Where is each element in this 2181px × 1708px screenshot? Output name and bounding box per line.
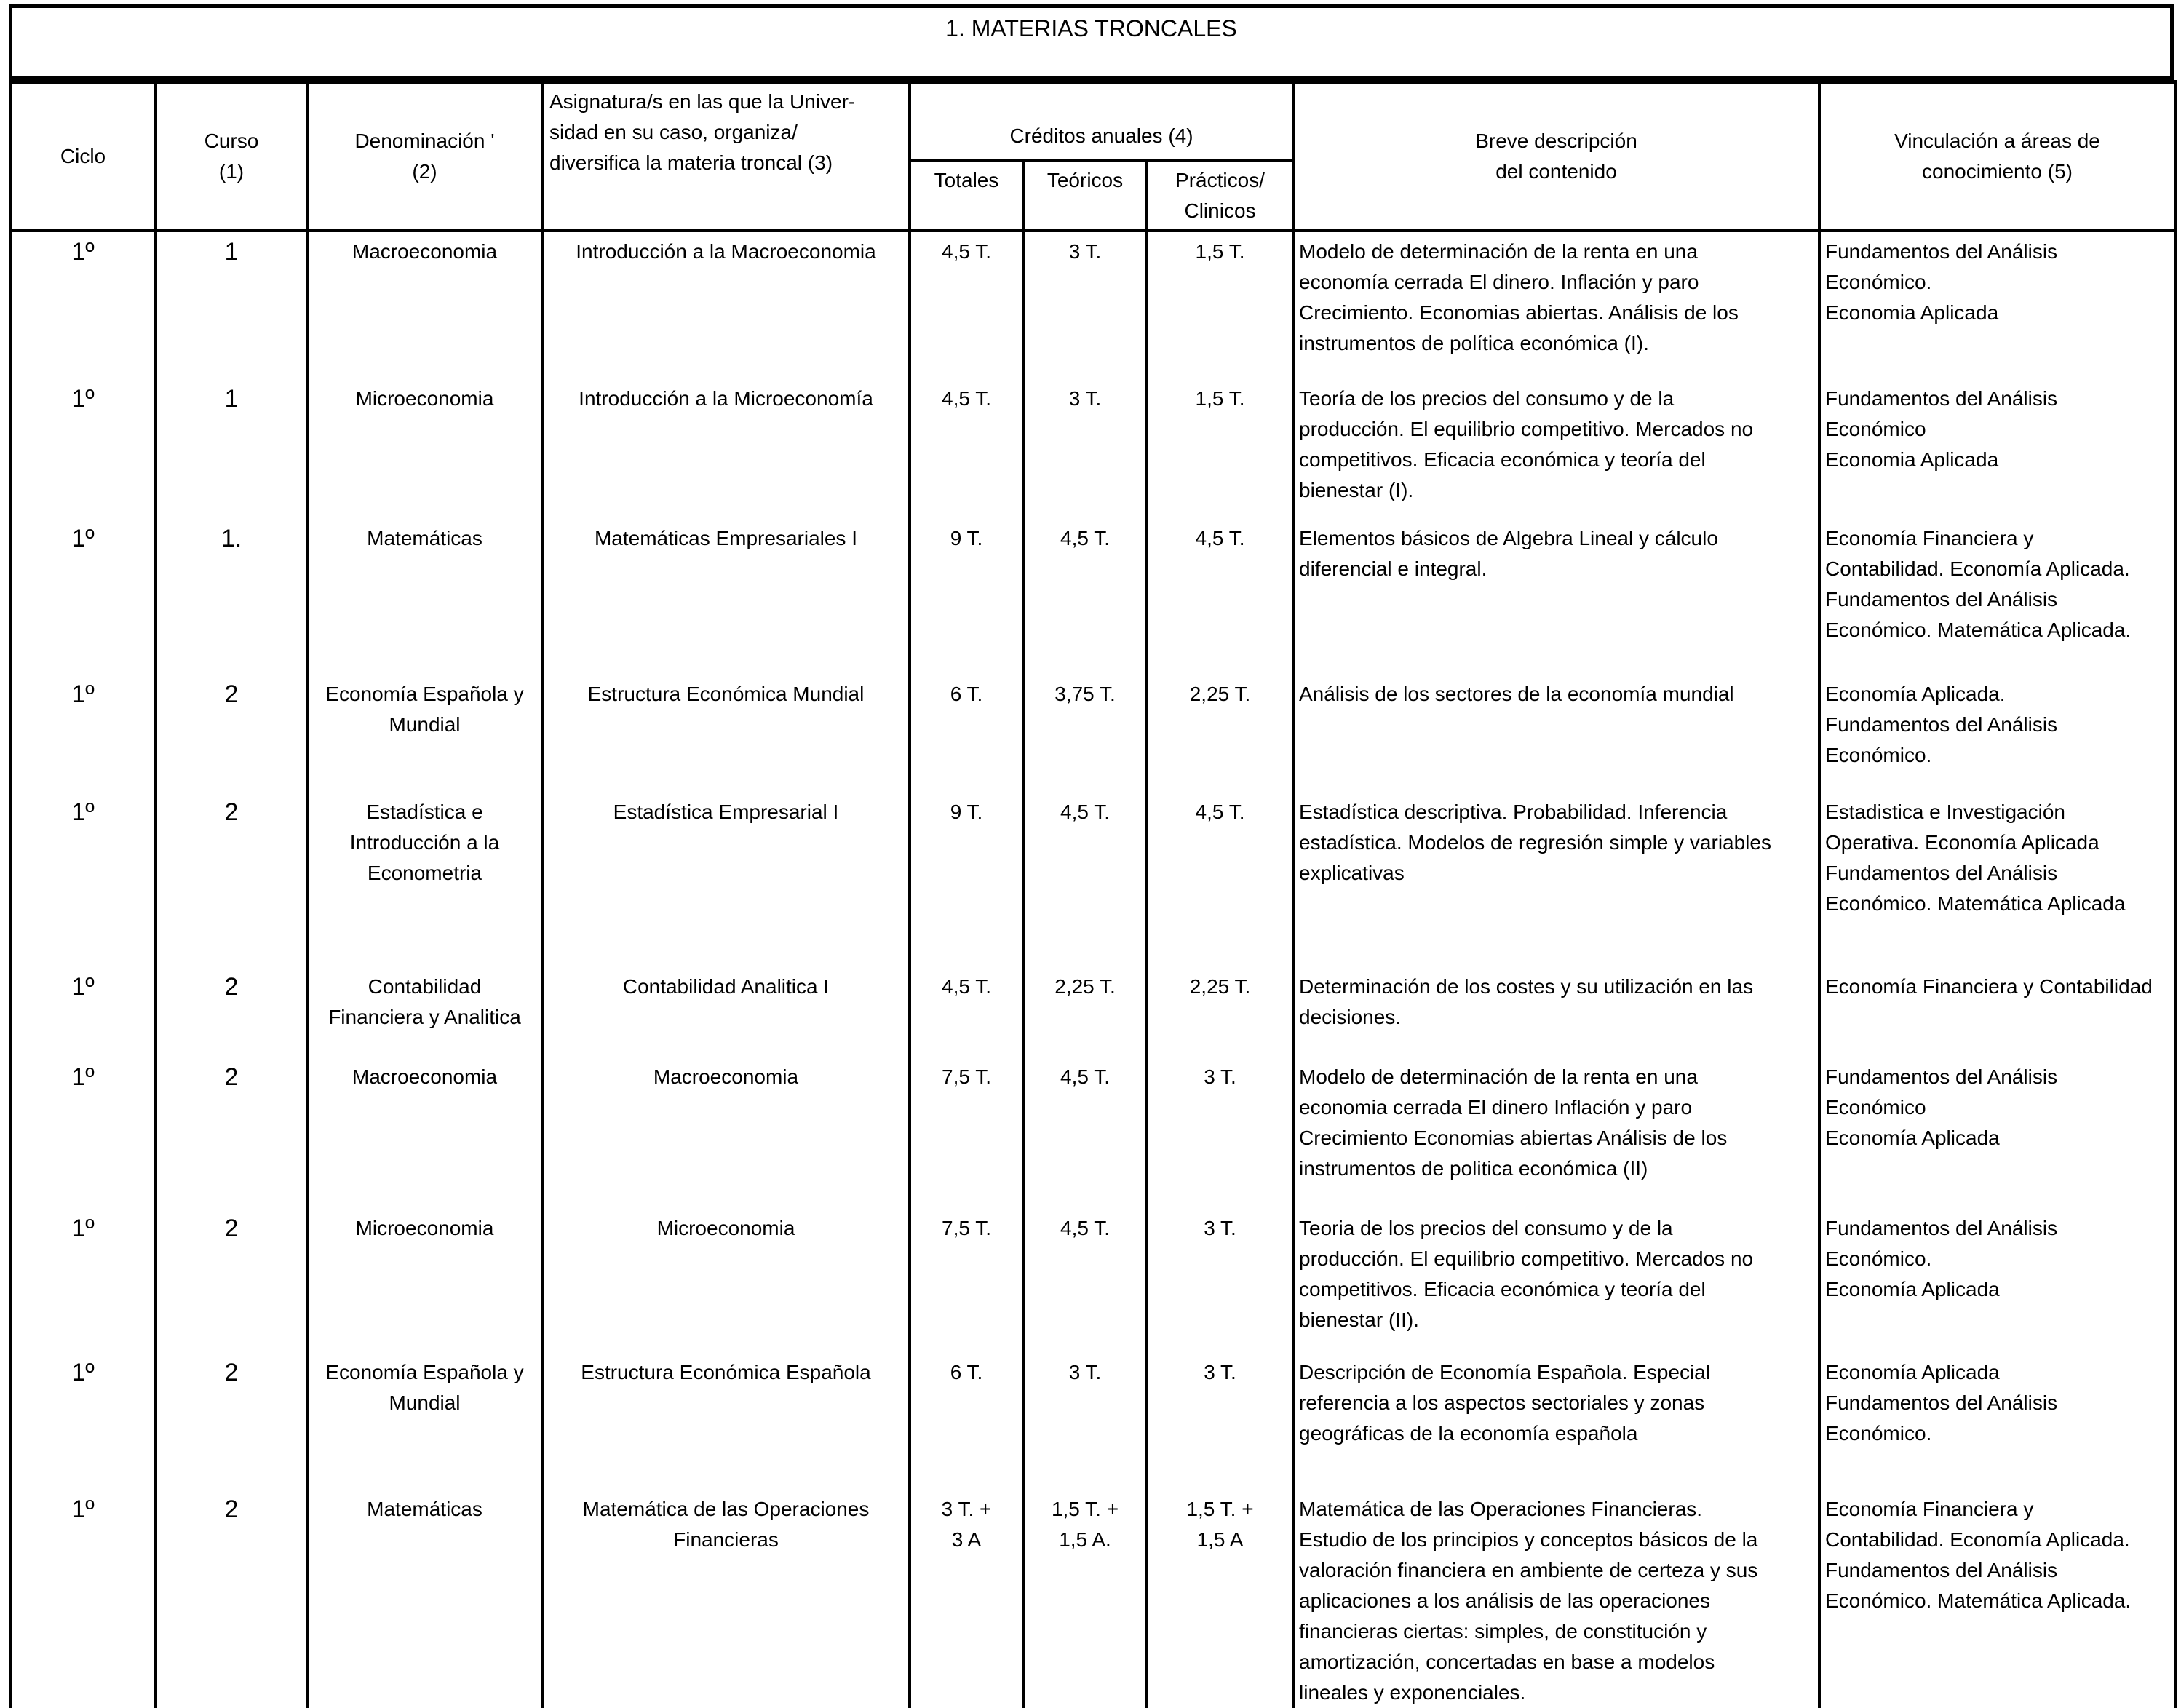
teoricos-line: 4,5 T. <box>1060 526 1110 549</box>
vinculacion-line: Fundamentos del Análisis <box>1825 1065 2058 1088</box>
header-teoricos <box>1023 161 1147 231</box>
header-teoricos-label: Teóricos <box>1046 168 1124 191</box>
totales-line: 9 T. <box>950 526 983 549</box>
vinculacion-line: Fundamentos del Análisis <box>1825 861 2058 884</box>
vinculacion-line: Fundamentos del Análisis <box>1825 1558 2058 1581</box>
header-descripcion-line: Breve descripción <box>1475 129 1637 152</box>
descripcion-line: financieras ciertas: simples, de constitución y <box>1299 1619 1707 1643</box>
descripcion-line: explicativas <box>1299 861 1405 884</box>
descripcion-line: bienestar (II). <box>1299 1308 1419 1331</box>
descripcion-line: competitivos. Eficacia económica y teoría del <box>1299 1277 1706 1300</box>
asignatura-line: Matemática de las Operaciones <box>582 1497 870 1520</box>
cell-asignatura <box>542 1353 910 1490</box>
teoricos-line: 4,5 T. <box>1060 800 1110 823</box>
cell-asignatura <box>542 1209 910 1353</box>
descripcion-line: Análisis de los sectores de la economía mundial <box>1299 682 1734 705</box>
teoricos-line: 3,75 T. <box>1054 682 1116 705</box>
cell-practicos <box>1147 793 1293 967</box>
descripcion-line: bienestar (I). <box>1299 478 1414 501</box>
asignatura-line: Introducción a la Macroeconomia <box>576 240 876 263</box>
cell-descripcion <box>1293 379 1819 519</box>
practicos-line: 2,25 T. <box>1189 682 1251 705</box>
cell-teoricos <box>1023 793 1147 967</box>
cell-vinculacion <box>1819 1490 2175 1708</box>
vinculacion-line: Económico. <box>1825 1247 1932 1270</box>
cell-ciclo <box>10 379 156 519</box>
descripcion-line: economia cerrada El dinero Inflación y paro <box>1299 1095 1693 1119</box>
teoricos-line: 1,5 A. <box>1059 1528 1111 1551</box>
ciclo-value: 1º <box>71 798 95 826</box>
denominacion-line: Financiera y Analitica <box>328 1005 521 1028</box>
vinculacion-line: Contabilidad. Economía Aplicada. <box>1825 557 2130 580</box>
vinculacion-line: Fundamentos del Análisis <box>1825 712 2058 736</box>
materias-table <box>9 80 2177 1708</box>
cell-asignatura <box>542 519 910 675</box>
cell-teoricos <box>1023 1353 1147 1490</box>
asignatura-line: Matemáticas Empresariales I <box>594 526 857 549</box>
totales-line: 3 A <box>951 1528 982 1551</box>
vinculacion-line: Fundamentos del Análisis <box>1825 1216 2058 1239</box>
vinculacion-line: Económico. <box>1825 743 1932 766</box>
header-ciclo <box>10 82 156 231</box>
vinculacion-line: Operativa. Economía Aplicada <box>1825 830 2099 854</box>
cell-vinculacion <box>1819 1353 2175 1490</box>
title-box <box>9 4 2174 80</box>
descripcion-line: instrumentos de politica económica (II) <box>1299 1156 1648 1180</box>
header-descripcion <box>1293 82 1819 231</box>
vinculacion-line: Económico <box>1825 417 1926 440</box>
cell-totales <box>910 1057 1023 1209</box>
cell-asignatura <box>542 675 910 793</box>
cell-denominacion <box>307 793 542 967</box>
document-page <box>9 4 2174 1704</box>
curso-value: 2 <box>224 972 239 1001</box>
cell-vinculacion <box>1819 379 2175 519</box>
vinculacion-line: Económico. Matemática Aplicada <box>1825 891 2126 915</box>
curso-value: 2 <box>224 798 239 826</box>
cell-asignatura <box>542 1057 910 1209</box>
cell-practicos <box>1147 519 1293 675</box>
cell-totales <box>910 1353 1023 1490</box>
practicos-line: 2,25 T. <box>1189 974 1251 998</box>
descripcion-line: Crecimiento Economias abiertas Análisis de los <box>1299 1126 1728 1149</box>
cell-descripcion <box>1293 1353 1819 1490</box>
descripcion-line: Estadística descriptiva. Probabilidad. Inferencia <box>1299 800 1728 823</box>
denominacion-line: Microeconomia <box>355 386 494 410</box>
teoricos-line: 3 T. <box>1068 1360 1102 1383</box>
table-row <box>10 1057 2175 1209</box>
cell-descripcion <box>1293 967 1819 1057</box>
cell-asignatura <box>542 793 910 967</box>
curso-value: 2 <box>224 1495 239 1523</box>
descripcion-line: estadística. Modelos de regresión simple y variables <box>1299 830 1771 854</box>
cell-curso <box>156 1209 307 1353</box>
curso-value: 2 <box>224 1062 239 1091</box>
cell-curso <box>156 675 307 793</box>
curso-value: 1 <box>224 238 239 266</box>
vinculacion-line: Fundamentos del Análisis <box>1825 386 2058 410</box>
practicos-line: 3 T. <box>1204 1065 1236 1088</box>
cell-denominacion <box>307 1057 542 1209</box>
descripcion-line: Determinación de los costes y su utilización en las <box>1299 974 1754 998</box>
cell-ciclo <box>10 675 156 793</box>
cell-teoricos <box>1023 1490 1147 1708</box>
header-vinculacion-line: conocimiento (5) <box>1922 159 2073 183</box>
header-asignatura-line: Asignatura/s en las que la Univer- <box>549 90 856 113</box>
vinculacion-line: Fundamentos del Análisis <box>1825 240 2058 263</box>
asignatura-line: Financieras <box>673 1528 779 1551</box>
table-row <box>10 793 2175 967</box>
cell-descripcion <box>1293 675 1819 793</box>
cell-denominacion <box>307 231 542 379</box>
table-row <box>10 1209 2175 1353</box>
denominacion-line: Matemáticas <box>367 1497 482 1520</box>
cell-vinculacion <box>1819 519 2175 675</box>
cell-practicos <box>1147 967 1293 1057</box>
ciclo-value: 1º <box>71 1062 95 1091</box>
cell-teoricos <box>1023 231 1147 379</box>
header-denominacion-label: Denominación ' <box>354 129 495 152</box>
header-descripcion-line: del contenido <box>1495 159 1617 183</box>
table-header <box>10 82 2175 231</box>
cell-totales <box>910 675 1023 793</box>
practicos-line: 4,5 T. <box>1195 526 1245 549</box>
curso-value: 2 <box>224 680 239 708</box>
table-row <box>10 1490 2175 1708</box>
teoricos-line: 2,25 T. <box>1054 974 1116 998</box>
vinculacion-line: Economia Aplicada <box>1825 448 1999 471</box>
descripcion-line: instrumentos de política económica (I). <box>1299 332 1649 354</box>
header-asignatura-line: sidad en su caso, organiza/ <box>549 121 798 143</box>
cell-curso <box>156 379 307 519</box>
cell-vinculacion <box>1819 793 2175 967</box>
cell-denominacion <box>307 1490 542 1708</box>
ciclo-value: 1º <box>71 1358 95 1386</box>
cell-teoricos <box>1023 379 1147 519</box>
table-row <box>10 379 2175 519</box>
totales-line: 3 T. + <box>941 1497 992 1520</box>
cell-curso <box>156 1057 307 1209</box>
teoricos-line: 4,5 T. <box>1060 1065 1110 1088</box>
cell-ciclo <box>10 1209 156 1353</box>
asignatura-line: Microeconomia <box>656 1216 795 1239</box>
denominacion-line: Economía Española y <box>325 682 524 705</box>
cell-vinculacion <box>1819 1057 2175 1209</box>
practicos-line: 1,5 T. + <box>1186 1497 1254 1520</box>
descripcion-line: Teoria de los precios del consumo y de la <box>1299 1216 1673 1239</box>
cell-denominacion <box>307 1209 542 1353</box>
descripcion-line: aplicaciones a los análisis de las operaciones <box>1299 1589 1711 1612</box>
denominacion-line: Microeconomia <box>355 1216 494 1239</box>
cell-asignatura <box>542 967 910 1057</box>
cell-denominacion <box>307 379 542 519</box>
denominacion-line: Macroeconomia <box>351 240 498 263</box>
cell-curso <box>156 519 307 675</box>
descripcion-line: diferencial e integral. <box>1299 557 1487 580</box>
descripcion-line: producción. El equilibrio competitivo. Mercados no <box>1299 417 1754 440</box>
descripcion-line: valoración financiera en ambiente de certeza y sus <box>1299 1558 1758 1581</box>
cell-vinculacion <box>1819 231 2175 379</box>
cell-practicos <box>1147 1353 1293 1490</box>
descripcion-line: Teoría de los precios del consumo y de la <box>1299 386 1675 410</box>
cell-practicos <box>1147 231 1293 379</box>
header-curso-note: (1) <box>218 159 245 183</box>
denominacion-line: Econometria <box>367 861 482 884</box>
cell-ciclo <box>10 231 156 379</box>
cell-totales <box>910 1209 1023 1353</box>
cell-teoricos <box>1023 675 1147 793</box>
asignatura-line: Estadística Empresarial I <box>613 800 839 823</box>
header-curso <box>156 82 307 231</box>
denominacion-line: Estadística e <box>366 800 483 823</box>
cell-totales <box>910 231 1023 379</box>
cell-curso <box>156 1353 307 1490</box>
table-body <box>10 231 2175 1708</box>
header-ciclo-label: Ciclo <box>60 144 106 167</box>
cell-practicos <box>1147 1209 1293 1353</box>
vinculacion-line: Económico. <box>1825 271 1932 293</box>
totales-line: 7,5 T. <box>942 1216 991 1239</box>
cell-ciclo <box>10 967 156 1057</box>
cell-descripcion <box>1293 793 1819 967</box>
table-row <box>10 967 2175 1057</box>
cell-teoricos <box>1023 519 1147 675</box>
practicos-line: 3 T. <box>1204 1360 1236 1383</box>
table-row <box>10 231 2175 379</box>
descripcion-line: amortización, concertadas en base a modelos <box>1299 1650 1715 1673</box>
descripcion-line: Elementos básicos de Algebra Lineal y cálculo <box>1299 526 1718 549</box>
ciclo-value: 1º <box>71 680 95 708</box>
ciclo-value: 1º <box>71 972 95 1001</box>
cell-vinculacion <box>1819 675 2175 793</box>
cell-descripcion <box>1293 1057 1819 1209</box>
denominacion-line: Contabilidad <box>368 974 482 998</box>
practicos-line: 3 T. <box>1204 1216 1236 1239</box>
header-asignatura-line: diversifica la materia troncal (3) <box>549 151 833 174</box>
cell-denominacion <box>307 675 542 793</box>
cell-teoricos <box>1023 967 1147 1057</box>
vinculacion-line: Economía Financiera y <box>1825 1497 2034 1520</box>
header-denominacion-note: (2) <box>412 159 437 183</box>
header-practicos <box>1147 161 1293 231</box>
vinculacion-line: Estadistica e Investigación <box>1825 800 2065 823</box>
header-practicos-line: Clinicos <box>1184 199 1256 222</box>
cell-ciclo <box>10 1353 156 1490</box>
denominacion-line: Macroeconomia <box>351 1065 498 1088</box>
descripcion-line: Modelo de determinación de la renta en una <box>1299 240 1698 263</box>
totales-line: 9 T. <box>950 800 983 823</box>
cell-curso <box>156 231 307 379</box>
cell-teoricos <box>1023 1057 1147 1209</box>
header-asignatura <box>542 82 910 231</box>
asignatura-line: Introducción a la Microeconomía <box>579 386 873 410</box>
table-row <box>10 675 2175 793</box>
table-row <box>10 1353 2175 1490</box>
vinculacion-line: Fundamentos del Análisis <box>1825 587 2058 611</box>
descripcion-line: Descripción de Economía Española. Especial <box>1299 1360 1710 1383</box>
totales-line: 6 T. <box>950 1360 983 1383</box>
cell-denominacion <box>307 1353 542 1490</box>
denominacion-line: Mundial <box>389 712 461 736</box>
curso-value: 2 <box>224 1214 239 1242</box>
ciclo-value: 1º <box>71 238 95 266</box>
cell-ciclo <box>10 1057 156 1209</box>
cell-asignatura <box>542 379 910 519</box>
curso-value: 1. <box>221 524 242 552</box>
cell-ciclo <box>10 1490 156 1708</box>
header-creditos <box>910 82 1293 161</box>
cell-curso <box>156 967 307 1057</box>
cell-totales <box>910 519 1023 675</box>
cell-totales <box>910 1490 1023 1708</box>
totales-line: 4,5 T. <box>942 240 991 263</box>
ciclo-value: 1º <box>71 384 95 413</box>
cell-ciclo <box>10 793 156 967</box>
denominacion-line: Economía Española y <box>325 1360 524 1383</box>
descripcion-line: referencia a los aspectos sectoriales y zonas <box>1299 1391 1705 1414</box>
header-totales-label: Totales <box>934 168 999 191</box>
cell-totales <box>910 793 1023 967</box>
header-vinculacion-line: Vinculación a áreas de <box>1894 129 2100 152</box>
cell-descripcion <box>1293 519 1819 675</box>
cell-denominacion <box>307 519 542 675</box>
practicos-line: 1,5 A <box>1196 1528 1244 1551</box>
header-curso-label: Curso <box>204 129 259 152</box>
ciclo-value: 1º <box>71 524 95 552</box>
descripcion-line: Matemática de las Operaciones Financieras. <box>1299 1497 1703 1520</box>
descripcion-line: economía cerrada El dinero. Inflación y paro <box>1299 271 1699 293</box>
cell-curso <box>156 793 307 967</box>
vinculacion-line: Economía Financiera y Contabilidad <box>1825 974 2153 998</box>
ciclo-value: 1º <box>71 1214 95 1242</box>
denominacion-line: Mundial <box>389 1391 461 1414</box>
asignatura-line: Macroeconomia <box>653 1065 799 1088</box>
cell-descripcion <box>1293 231 1819 379</box>
denominacion-line: Matemáticas <box>367 526 482 549</box>
table-row <box>10 519 2175 675</box>
header-totales <box>910 161 1023 231</box>
descripcion-line: Estudio de los principios y conceptos básicos de la <box>1299 1528 1758 1551</box>
asignatura-line: Estructura Económica Mundial <box>587 682 865 705</box>
vinculacion-line: Fundamentos del Análisis <box>1825 1391 2058 1414</box>
header-denominacion <box>307 82 542 231</box>
teoricos-line: 3 T. <box>1068 386 1102 410</box>
curso-value: 2 <box>224 1358 239 1386</box>
cell-vinculacion <box>1819 967 2175 1057</box>
vinculacion-line: Economia Aplicada <box>1825 301 1999 324</box>
vinculacion-line: Economía Financiera y <box>1825 526 2034 549</box>
vinculacion-line: Economía Aplicada. <box>1825 682 2006 705</box>
vinculacion-line: Económico. Matemática Aplicada. <box>1825 618 2132 641</box>
curso-value: 1 <box>224 384 239 413</box>
vinculacion-line: Económico. Matemática Aplicada. <box>1825 1589 2132 1612</box>
descripcion-line: producción. El equilibrio competitivo. Mercados no <box>1299 1247 1754 1270</box>
cell-descripcion <box>1293 1209 1819 1353</box>
practicos-line: 1,5 T. <box>1195 386 1245 410</box>
cell-totales <box>910 967 1023 1057</box>
teoricos-line: 4,5 T. <box>1060 1216 1110 1239</box>
descripcion-line: decisiones. <box>1299 1005 1402 1028</box>
vinculacion-line: Económico. <box>1825 1421 1932 1445</box>
descripcion-line: geográficas de la economía española <box>1299 1421 1638 1445</box>
cell-asignatura <box>542 231 910 379</box>
cell-practicos <box>1147 379 1293 519</box>
cell-vinculacion <box>1819 1209 2175 1353</box>
cell-asignatura <box>542 1490 910 1708</box>
totales-line: 4,5 T. <box>942 974 991 998</box>
totales-line: 7,5 T. <box>942 1065 991 1088</box>
practicos-line: 1,5 T. <box>1195 240 1245 263</box>
cell-curso <box>156 1490 307 1708</box>
vinculacion-line: Económico <box>1825 1095 1926 1119</box>
asignatura-line: Estructura Económica Española <box>581 1360 871 1383</box>
cell-practicos <box>1147 1490 1293 1708</box>
descripcion-line: competitivos. Eficacia económica y teoría del <box>1299 448 1706 471</box>
teoricos-line: 3 T. <box>1068 240 1102 263</box>
header-creditos-label: Créditos anuales (4) <box>1009 124 1193 147</box>
descripcion-line: Crecimiento. Economias abiertas. Análisis de los <box>1299 301 1739 324</box>
cell-teoricos <box>1023 1209 1147 1353</box>
practicos-line: 4,5 T. <box>1195 800 1245 823</box>
vinculacion-line: Economía Aplicada <box>1825 1277 2000 1300</box>
cell-totales <box>910 379 1023 519</box>
descripcion-line: Modelo de determinación de la renta en una <box>1299 1065 1698 1088</box>
cell-ciclo <box>10 519 156 675</box>
cell-practicos <box>1147 675 1293 793</box>
totales-line: 4,5 T. <box>942 386 991 410</box>
header-practicos-line: Prácticos/ <box>1175 168 1265 191</box>
denominacion-line: Introducción a la <box>349 830 500 854</box>
vinculacion-line: Contabilidad. Economía Aplicada. <box>1825 1528 2130 1551</box>
ciclo-value: 1º <box>71 1495 95 1523</box>
vinculacion-line: Economía Aplicada <box>1825 1360 2000 1383</box>
header-vinculacion <box>1819 82 2175 231</box>
cell-practicos <box>1147 1057 1293 1209</box>
descripcion-line: lineales y exponenciales. <box>1299 1680 1526 1704</box>
page-title: 1. MATERIAS TRONCALES <box>945 15 1237 41</box>
vinculacion-line: Economía Aplicada <box>1825 1126 2000 1149</box>
totales-line: 6 T. <box>950 682 983 705</box>
teoricos-line: 1,5 T. + <box>1051 1497 1119 1520</box>
asignatura-line: Contabilidad Analitica I <box>622 974 830 998</box>
cell-denominacion <box>307 967 542 1057</box>
cell-descripcion <box>1293 1490 1819 1708</box>
